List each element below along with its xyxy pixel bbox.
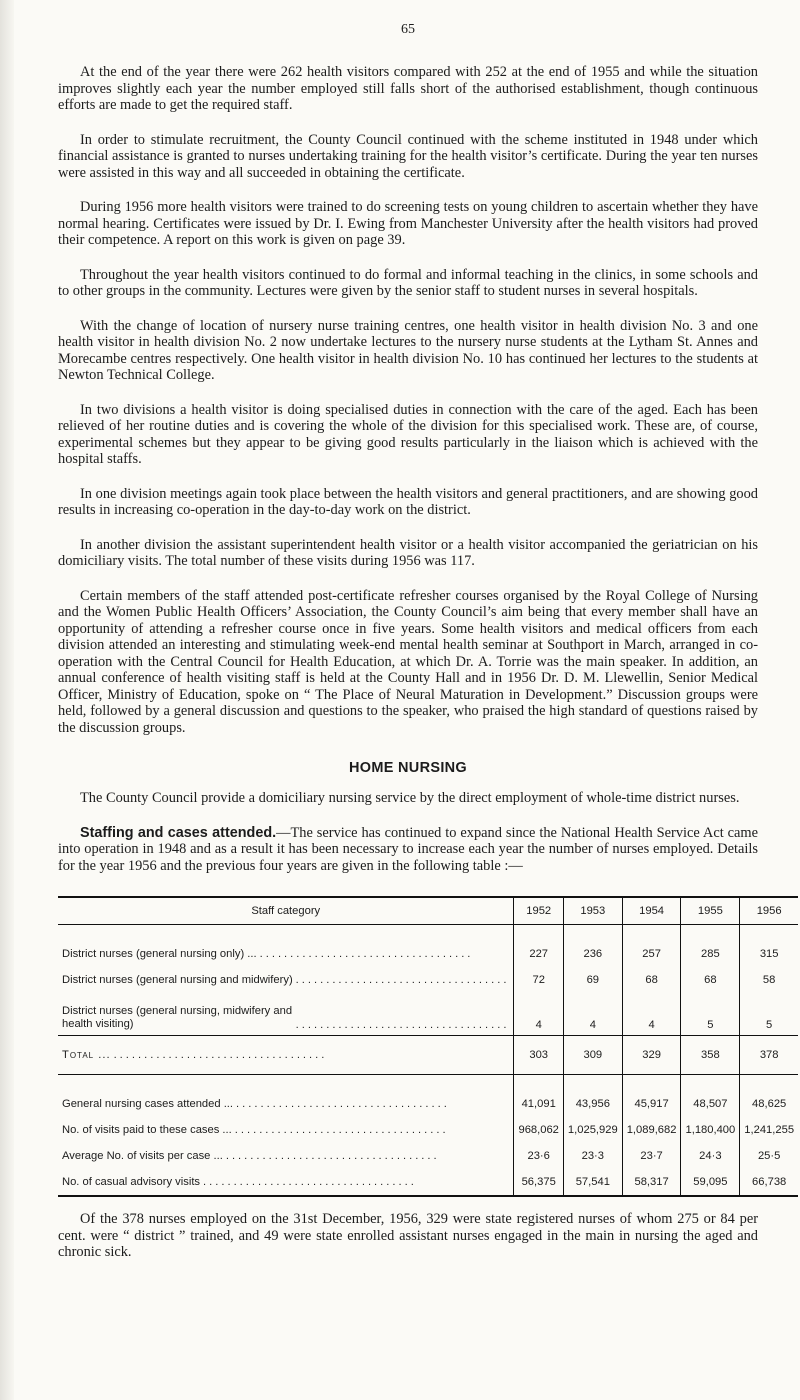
closing-paragraph: Of the 378 nurses employed on the 31st December, 1956, 329 were state registered nurses of whom 275 or 84 per cent. were “ district ” trained, and 49 were state enrolled assistant nurses engaged in the main in nursing the aged and chronic sick. bbox=[58, 1211, 758, 1260]
staffing-table bbox=[58, 896, 798, 1197]
row-label: No. of visits paid to these cases ... bbox=[62, 1124, 232, 1136]
row-label: Average No. of visits per case ... bbox=[62, 1150, 223, 1162]
leader-dots: ................................... bbox=[295, 1019, 510, 1031]
table-row bbox=[58, 1169, 798, 1196]
header-year: 1954 bbox=[622, 897, 681, 925]
table-cell: 25·5 bbox=[740, 1143, 798, 1169]
leader-dots: ................................... bbox=[295, 974, 510, 986]
table-cell: 41,091 bbox=[514, 1091, 563, 1117]
page-edge-shadow bbox=[0, 0, 14, 1400]
header-year: 1955 bbox=[681, 897, 740, 925]
table-header-row bbox=[58, 897, 798, 925]
header-year: 1956 bbox=[740, 897, 798, 925]
leader-dots: ................................... bbox=[203, 1176, 417, 1188]
header-year: 1952 bbox=[514, 897, 563, 925]
section-paragraph: The County Council provide a domiciliary nursing service by the direct employment of whole-time district nurses. bbox=[80, 790, 740, 806]
paragraph: During 1956 more health visitors were trained to do screening tests on young children to ascertain whether they have normal hearing. Certificates were issued by Dr. I. Ewing from Manchester University after the health visitors had proved their competence. A report on this work is given on page 39. bbox=[58, 199, 758, 248]
table-cell: 309 bbox=[563, 1036, 622, 1075]
table-cell: 23·7 bbox=[622, 1143, 681, 1169]
header-year: 1953 bbox=[563, 897, 622, 925]
table-cell: 48,625 bbox=[740, 1091, 798, 1117]
row-label-cell bbox=[58, 1169, 514, 1196]
table-cell: 58,317 bbox=[622, 1169, 681, 1196]
row-label: General nursing cases attended ... bbox=[62, 1098, 234, 1110]
leader-dots: ................................... bbox=[113, 1049, 328, 1061]
table-cell: 68 bbox=[681, 967, 740, 993]
table-cell: 329 bbox=[622, 1036, 681, 1075]
table-cell: 68 bbox=[622, 967, 681, 993]
row-label: No. of casual advisory visits bbox=[62, 1176, 201, 1188]
staffing-text: —The service has continued to expand since the National Health Service Act came into operation in 1948 and as a result it has been necessary to increase each year the number of nurses employed. Details for the year 1956 and the previous four years are given in the following table :— bbox=[58, 824, 758, 874]
table-cell: 45,917 bbox=[622, 1091, 681, 1117]
section-heading: HOME NURSING bbox=[349, 760, 467, 776]
total-row bbox=[58, 1036, 798, 1075]
row-label-cell bbox=[58, 1143, 514, 1169]
table-cell: 4 bbox=[514, 993, 563, 1036]
table-cell: 57,541 bbox=[563, 1169, 622, 1196]
row-label-cell bbox=[58, 1091, 514, 1117]
table-cell: 968,062 bbox=[514, 1117, 563, 1143]
table-cell: 24·3 bbox=[681, 1143, 740, 1169]
leader-dots: ................................... bbox=[234, 1124, 449, 1136]
table-cell: 4 bbox=[563, 993, 622, 1036]
table-cell: 1,241,255 bbox=[740, 1117, 798, 1143]
header-staff-category: Staff category bbox=[251, 905, 321, 917]
table-cell: 378 bbox=[740, 1036, 798, 1075]
table-cell: 72 bbox=[514, 967, 563, 993]
table-row bbox=[58, 1117, 798, 1143]
paragraph: In one division meetings again took place between the health visitors and general practitioners, and are showing good results in increasing co-operation in the day-to-day work on the district. bbox=[58, 485, 758, 518]
leader-dots: ................................... bbox=[259, 948, 474, 960]
paragraph: Certain members of the staff attended post-certificate refresher courses organised by the Royal College of Nursing and the Women Public Health Officers’ Association, the County Council’s aim being that every member shall have an opportunity of attending a refresher course once in five years. Some health visitors and medical officers from each division attended an interesting and stimulating week-end mental health seminar at Southport in March, arranged in co-operation with the Central Council for Health Education, at which Dr. A. Torrie was the main speaker. In addition, an annual conference of health visiting staff is held at the County Hall and in 1956 Dr. D. M. Llewellin, Senior Medical Officer, Ministry of Education, spoke on “ The Place of Neural Maturation in Development.” Discussion groups were held, followed by a general discussion and questions to the speaker, who praised the high standard of questions raised by the discussion groups. bbox=[58, 587, 758, 736]
paragraph: In two divisions a health visitor is doing specialised duties in connection with the care of the aged. Each has been relieved of her routine duties and is covering the whole of the division for this specialised work. These are, of course, experimental schemes but they appear to be giving good results particularly in the liaison which is achieved with the hospital staffs. bbox=[58, 401, 758, 467]
table-cell: 23·6 bbox=[514, 1143, 563, 1169]
staffing-heading: Staffing and cases attended. bbox=[80, 824, 277, 841]
table-cell: 43,956 bbox=[563, 1091, 622, 1117]
paragraph: In order to stimulate recruitment, the County Council continued with the scheme instituted in 1948 under which financial assistance is granted to nurses undertaking training for the health visitor’s certificate. During the year ten nurses were assisted in this way and all succeeded in obtaining the certificate. bbox=[58, 131, 758, 181]
table-cell: 227 bbox=[514, 941, 563, 967]
paragraph: With the change of location of nursery nurse training centres, one health visitor in health division No. 3 and one health visitor in health division No. 2 now undertake lectures to the nursery nurse students at the Lytham St. Annes and Morecambe centres respectively. One health visitor in health division No. 10 has continued her lectures to the students at Newton Technical College. bbox=[58, 317, 758, 383]
table-row bbox=[58, 1143, 798, 1169]
leader-dots: ................................... bbox=[225, 1150, 440, 1162]
row-label-cell bbox=[58, 941, 514, 967]
table-cell: 59,095 bbox=[681, 1169, 740, 1196]
table-row bbox=[58, 1091, 798, 1117]
table-cell: 23·3 bbox=[563, 1143, 622, 1169]
paragraph: At the end of the year there were 262 health visitors compared with 252 at the end of 1955 and while the situation improves slightly each year the number employed still falls short of the authorised establishment, though continuous efforts are made to get the required staff. bbox=[58, 64, 758, 113]
spacer-row bbox=[58, 1075, 798, 1092]
paragraph: Throughout the year health visitors continued to do formal and informal teaching in the clinics, in some schools and to other groups in the community. Lectures were given by the senior staff to student nurses in several hospitals. bbox=[58, 266, 758, 299]
table-cell: 4 bbox=[622, 993, 681, 1036]
table-cell: 303 bbox=[514, 1036, 563, 1075]
row-label-cell bbox=[58, 993, 514, 1036]
row-label: District nurses (general nursing only) ... bbox=[62, 948, 257, 960]
table-cell: 58 bbox=[740, 967, 798, 993]
table-cell: 5 bbox=[740, 993, 798, 1036]
table-cell: 358 bbox=[681, 1036, 740, 1075]
row-label: District nurses (general nursing and midwifery) bbox=[62, 974, 293, 986]
table-row bbox=[58, 993, 798, 1036]
paragraph: In another division the assistant superintendent health visitor or a health visitor accompanied the geriatrician on his domiciliary visits. The total number of these visits during 1956 was 117. bbox=[58, 536, 758, 569]
spacer-row bbox=[58, 925, 798, 942]
table-cell: 1,089,682 bbox=[622, 1117, 681, 1143]
table-cell: 56,375 bbox=[514, 1169, 563, 1196]
table-cell: 236 bbox=[563, 941, 622, 967]
row-label-cell bbox=[58, 967, 514, 993]
row-label-cell bbox=[58, 1036, 514, 1075]
table-row bbox=[58, 967, 798, 993]
page-number: 65 bbox=[401, 22, 415, 37]
table-cell: 315 bbox=[740, 941, 798, 967]
leader-dots: ................................... bbox=[236, 1098, 450, 1110]
table-cell: 66,738 bbox=[740, 1169, 798, 1196]
document-page bbox=[58, 0, 795, 1261]
table-cell: 69 bbox=[563, 967, 622, 993]
row-label: District nurses (general nursing, midwifery and health visiting) bbox=[62, 1005, 293, 1030]
staffing-paragraph bbox=[58, 825, 758, 875]
table-cell: 257 bbox=[622, 941, 681, 967]
row-label-cell bbox=[58, 1117, 514, 1143]
table-cell: 1,180,400 bbox=[681, 1117, 740, 1143]
table-cell: 1,025,929 bbox=[563, 1117, 622, 1143]
total-label: Total ... bbox=[62, 1049, 111, 1061]
table-row bbox=[58, 941, 798, 967]
table-cell: 5 bbox=[681, 993, 740, 1036]
table-cell: 285 bbox=[681, 941, 740, 967]
table-cell: 48,507 bbox=[681, 1091, 740, 1117]
